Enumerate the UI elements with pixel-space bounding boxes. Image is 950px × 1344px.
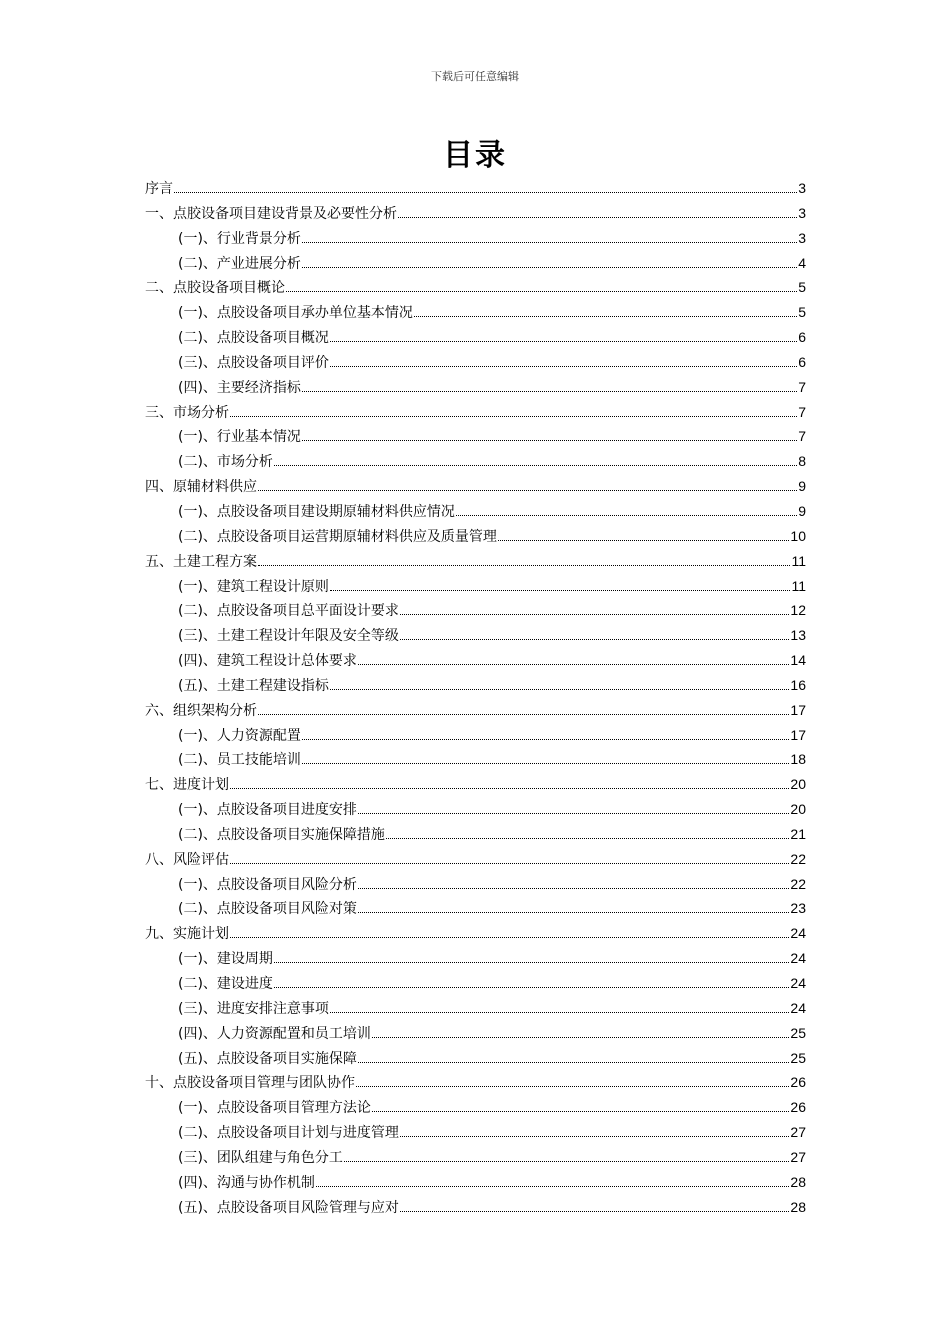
toc-page-number: 26: [790, 1074, 806, 1091]
toc-dot-leader: [358, 664, 789, 665]
toc-dot-leader: [230, 863, 789, 864]
toc-section-entry[interactable]: [145, 623, 806, 648]
toc-dot-leader: [274, 465, 797, 466]
toc-section-entry[interactable]: [145, 673, 806, 698]
toc-dot-leader: [414, 316, 797, 317]
toc-page-number: 9: [798, 478, 806, 495]
toc-dot-leader: [498, 540, 789, 541]
toc-page-number: 3: [798, 204, 806, 221]
toc-page-number: 7: [798, 403, 806, 420]
toc-entry-label: (二)、产业进展分析: [178, 255, 301, 272]
toc-dot-leader: [400, 614, 789, 615]
toc-entry-label: (五)、点胶设备项目风险管理与应对: [178, 1199, 399, 1216]
toc-section-entry[interactable]: [145, 872, 806, 897]
toc-entry-label: (一)、行业基本情况: [178, 429, 301, 446]
toc-page-number: 8: [798, 453, 806, 470]
toc-page-number: 28: [790, 1198, 806, 1215]
table-of-contents: [145, 176, 806, 1219]
toc-entry-label: 十、点胶设备项目管理与团队协作: [145, 1075, 355, 1092]
toc-section-entry[interactable]: [145, 300, 806, 325]
toc-page-number: 21: [790, 825, 806, 842]
toc-chapter-entry[interactable]: [145, 275, 806, 300]
toc-page-number: 24: [790, 975, 806, 991]
toc-chapter-entry[interactable]: [145, 1070, 806, 1095]
toc-entry-label: 五、土建工程方案: [145, 553, 257, 570]
toc-chapter-entry[interactable]: [145, 772, 806, 797]
toc-dot-leader: [230, 937, 789, 938]
toc-section-entry[interactable]: [145, 971, 806, 996]
toc-dot-leader: [174, 192, 797, 193]
toc-entry-label: (一)、行业背景分析: [178, 230, 301, 247]
toc-chapter-entry[interactable]: [145, 474, 806, 499]
toc-page-number: 23: [790, 900, 806, 917]
toc-section-entry[interactable]: [145, 251, 806, 276]
toc-chapter-entry[interactable]: [145, 921, 806, 946]
toc-dot-leader: [230, 416, 797, 417]
toc-dot-leader: [400, 1211, 789, 1212]
toc-entry-label: (三)、团队组建与角色分工: [178, 1149, 343, 1166]
toc-dot-leader: [330, 590, 791, 591]
toc-page-number: 3: [798, 180, 806, 196]
toc-dot-leader: [302, 739, 789, 740]
toc-section-entry[interactable]: [145, 424, 806, 449]
toc-dot-leader: [372, 1037, 789, 1038]
toc-entry-label: (四)、主要经济指标: [178, 379, 301, 396]
toc-entry-label: (一)、点胶设备项目管理方法论: [178, 1100, 371, 1117]
toc-entry-label: (三)、土建工程设计年限及安全等级: [178, 628, 399, 645]
toc-section-entry[interactable]: [145, 1021, 806, 1046]
toc-entry-label: (二)、点胶设备项目风险对策: [178, 901, 357, 918]
toc-dot-leader: [358, 912, 789, 913]
toc-entry-label: (二)、市场分析: [178, 454, 273, 471]
toc-section-entry[interactable]: [145, 1145, 806, 1170]
toc-dot-leader: [330, 366, 797, 367]
toc-dot-leader: [344, 1161, 789, 1162]
toc-entry-label: (二)、点胶设备项目运营期原辅材料供应及质量管理: [178, 528, 497, 545]
toc-dot-leader: [230, 788, 789, 789]
toc-section-entry[interactable]: [145, 747, 806, 772]
toc-chapter-entry[interactable]: [145, 847, 806, 872]
toc-page-number: 11: [791, 552, 806, 569]
toc-entry-label: (二)、点胶设备项目总平面设计要求: [178, 603, 399, 620]
toc-section-entry[interactable]: [145, 1170, 806, 1195]
toc-entry-label: 一、点胶设备项目建设背景及必要性分析: [145, 205, 397, 222]
toc-page-number: 7: [798, 378, 806, 395]
toc-entry-label: (一)、建设周期: [178, 951, 273, 968]
toc-page-number: 14: [790, 652, 806, 669]
header-note: 下载后可任意编辑: [431, 70, 519, 83]
toc-section-entry[interactable]: [145, 1046, 806, 1071]
toc-dot-leader: [286, 291, 797, 292]
toc-section-entry[interactable]: [145, 797, 806, 822]
toc-entry-label: (二)、点胶设备项目实施保障措施: [178, 826, 385, 843]
toc-chapter-entry[interactable]: [145, 698, 806, 723]
toc-title: 目录: [443, 138, 507, 173]
toc-entry-label: (四)、建筑工程设计总体要求: [178, 653, 357, 670]
toc-page-number: 6: [798, 329, 806, 346]
toc-entry-label: (一)、点胶设备项目进度安排: [178, 802, 357, 819]
toc-section-entry[interactable]: [145, 375, 806, 400]
toc-page-number: 20: [790, 776, 806, 793]
toc-entry-label: (四)、沟通与协作机制: [178, 1174, 315, 1191]
toc-page-number: 28: [790, 1173, 806, 1190]
toc-page-number: 11: [791, 577, 806, 594]
toc-page-number: 12: [790, 602, 806, 619]
toc-dot-leader: [302, 242, 797, 243]
toc-dot-leader: [330, 341, 797, 342]
toc-page-number: 20: [790, 801, 806, 818]
toc-dot-leader: [302, 267, 797, 268]
toc-section-entry[interactable]: [145, 524, 806, 549]
toc-entry-label: (二)、点胶设备项目概况: [178, 330, 329, 347]
toc-page-number: 25: [790, 1024, 806, 1041]
toc-entry-label: 四、原辅材料供应: [145, 479, 257, 496]
toc-entry-label: 九、实施计划: [145, 926, 229, 943]
toc-entry-label: (一)、点胶设备项目承办单位基本情况: [178, 305, 413, 322]
toc-page-number: 10: [790, 527, 806, 544]
toc-entry-label: (二)、建设进度: [178, 976, 273, 992]
toc-dot-leader: [274, 962, 789, 963]
toc-entry-label: 七、进度计划: [145, 777, 229, 794]
toc-entry-label: (三)、点胶设备项目评价: [178, 354, 329, 371]
toc-page-number: 5: [798, 279, 806, 296]
toc-dot-leader: [302, 763, 789, 764]
toc-dot-leader: [358, 888, 789, 889]
toc-entry-label: (五)、土建工程建设指标: [178, 677, 329, 694]
toc-entry-label: (一)、人力资源配置: [178, 727, 301, 744]
toc-dot-leader: [372, 1111, 789, 1112]
toc-page-number: 27: [790, 1124, 806, 1141]
toc-dot-leader: [398, 217, 797, 218]
toc-entry-label: (一)、建筑工程设计原则: [178, 578, 329, 595]
toc-page-number: 24: [790, 950, 806, 967]
toc-dot-leader: [400, 639, 789, 640]
toc-chapter-entry[interactable]: [145, 400, 806, 425]
toc-entry-label: (四)、人力资源配置和员工培训: [178, 1025, 371, 1042]
toc-page-number: 6: [798, 353, 806, 370]
toc-dot-leader: [258, 490, 797, 491]
toc-section-entry[interactable]: [145, 350, 806, 375]
toc-page-number: 16: [790, 676, 806, 693]
toc-section-entry[interactable]: [145, 598, 806, 623]
toc-page-number: 7: [798, 428, 806, 445]
toc-dot-leader: [400, 1136, 789, 1137]
toc-entry-label: 八、风险评估: [145, 851, 229, 868]
toc-page-number: 25: [790, 1049, 806, 1066]
toc-chapter-entry[interactable]: [145, 176, 806, 201]
toc-section-entry[interactable]: [145, 574, 806, 599]
toc-page-number: 3: [798, 229, 806, 246]
toc-section-entry[interactable]: [145, 723, 806, 748]
toc-section-entry[interactable]: [145, 822, 806, 847]
toc-section-entry[interactable]: [145, 648, 806, 673]
toc-dot-leader: [316, 1186, 789, 1187]
toc-entry-label: 六、组织架构分析: [145, 702, 257, 719]
toc-section-entry[interactable]: [145, 996, 806, 1021]
toc-entry-label: 序言: [145, 181, 173, 197]
toc-section-entry[interactable]: [145, 226, 806, 251]
toc-page-number: 9: [798, 502, 806, 519]
toc-section-entry[interactable]: [145, 325, 806, 350]
toc-page-number: 26: [790, 1099, 806, 1116]
toc-page-number: 24: [790, 999, 806, 1016]
toc-page-number: 27: [790, 1148, 806, 1165]
toc-page-number: 18: [790, 751, 806, 768]
toc-section-entry[interactable]: [145, 449, 806, 474]
toc-entry-label: (一)、点胶设备项目风险分析: [178, 876, 357, 893]
toc-section-entry[interactable]: [145, 946, 806, 971]
toc-page-number: 17: [790, 701, 806, 718]
toc-dot-leader: [302, 391, 797, 392]
toc-page-number: 5: [798, 304, 806, 321]
toc-page-number: 13: [790, 627, 806, 644]
toc-dot-leader: [258, 714, 789, 715]
toc-section-entry[interactable]: [145, 1095, 806, 1120]
toc-dot-leader: [274, 987, 789, 988]
toc-page-number: 22: [790, 850, 806, 867]
toc-dot-leader: [358, 1062, 789, 1063]
toc-entry-label: (三)、进度安排注意事项: [178, 1000, 329, 1017]
toc-entry-label: (五)、点胶设备项目实施保障: [178, 1050, 357, 1067]
toc-dot-leader: [386, 838, 789, 839]
toc-page-number: 17: [790, 726, 806, 743]
toc-entry-label: 二、点胶设备项目概论: [145, 280, 285, 297]
toc-page-number: 4: [798, 254, 806, 271]
toc-chapter-entry[interactable]: [145, 549, 806, 574]
toc-page-number: 24: [790, 925, 806, 942]
toc-dot-leader: [356, 1086, 789, 1087]
toc-entry-label: 三、市场分析: [145, 404, 229, 421]
toc-dot-leader: [330, 689, 789, 690]
toc-page-number: 22: [790, 875, 806, 892]
toc-section-entry[interactable]: [145, 1195, 806, 1220]
toc-dot-leader: [258, 565, 790, 566]
toc-dot-leader: [302, 440, 797, 441]
toc-dot-leader: [330, 1012, 789, 1013]
toc-entry-label: (二)、点胶设备项目计划与进度管理: [178, 1125, 399, 1142]
toc-dot-leader: [358, 813, 789, 814]
toc-section-entry[interactable]: [145, 499, 806, 524]
toc-section-entry[interactable]: [145, 1120, 806, 1145]
toc-entry-label: (二)、员工技能培训: [178, 752, 301, 769]
toc-entry-label: (一)、点胶设备项目建设期原辅材料供应情况: [178, 503, 455, 520]
toc-dot-leader: [456, 515, 797, 516]
toc-chapter-entry[interactable]: [145, 201, 806, 226]
toc-section-entry[interactable]: [145, 896, 806, 921]
